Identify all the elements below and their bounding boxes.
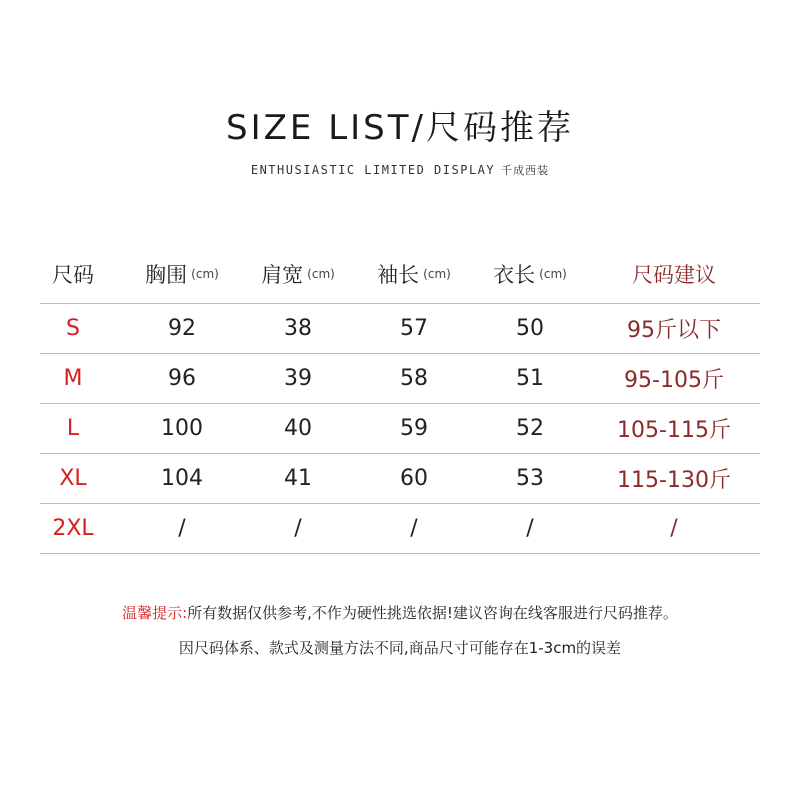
row-size: L [66,415,80,441]
row-suggestion: 95-105斤 [624,367,724,393]
row-suggestion: 95斤以下 [627,317,721,343]
row-divider [40,553,760,554]
row-sleeve: 58 [400,365,428,391]
header-shoulder [240,245,356,303]
table-row [40,453,760,503]
row-size: 2XL [52,515,94,541]
row-size: S [66,315,80,341]
header-chest-label: 胸围 [145,263,188,287]
row-size: M [63,365,83,391]
row-length: / [526,515,534,541]
subtitle-en: ENTHUSIASTIC LIMITED DISPLAY [250,163,496,177]
header-length-unit: (cm) [539,267,567,281]
header-suggestion: 尺码建议 [632,263,716,287]
header-sleeve-label: 袖长 [377,263,420,287]
row-length: 53 [516,465,544,491]
note-text-1: 所有数据仅供参考,不作为硬性挑选依据!建议咨询在线客服进行尺码推荐。 [187,604,678,622]
table-header-row [40,245,760,303]
page-subtitle [0,162,800,178]
header-length [472,245,588,303]
row-suggestion: 105-115斤 [617,417,731,443]
row-shoulder: 41 [284,465,312,491]
row-chest: 104 [161,465,203,491]
note-warning-label: 温馨提示: [122,604,188,622]
row-shoulder: 40 [284,415,312,441]
row-length: 50 [516,315,544,341]
row-size: XL [59,465,87,491]
table-row [40,403,760,453]
row-chest: 96 [168,365,196,391]
row-shoulder: 39 [284,365,312,391]
row-suggestion: 115-130斤 [617,467,731,493]
header-sleeve-unit: (cm) [423,267,451,281]
subtitle-cn: 千成西装 [501,164,550,177]
table-row [40,503,760,553]
header-length-label: 衣长 [493,263,536,287]
row-chest: / [178,515,186,541]
row-length: 52 [516,415,544,441]
note-line-1 [0,602,800,623]
row-sleeve: 60 [400,465,428,491]
row-shoulder: / [294,515,302,541]
row-sleeve: 59 [400,415,428,441]
header-shoulder-unit: (cm) [307,267,335,281]
size-table [40,245,760,553]
page-title: SIZE LIST/尺码推荐 [226,108,574,148]
header-shoulder-label: 肩宽 [261,263,304,287]
table-row [40,353,760,403]
row-chest: 92 [168,315,196,341]
header-size: 尺码 [52,263,94,287]
header-chest-unit: (cm) [191,267,219,281]
table-row [40,303,760,353]
row-chest: 100 [161,415,203,441]
row-suggestion: / [670,515,678,541]
row-sleeve: / [410,515,418,541]
header-sleeve [356,245,472,303]
row-length: 51 [516,365,544,391]
row-sleeve: 57 [400,315,428,341]
row-shoulder: 38 [284,315,312,341]
header-chest [124,245,240,303]
note-line-2: 因尺码体系、款式及测量方法不同,商品尺寸可能存在1-3cm的误差 [178,639,622,657]
